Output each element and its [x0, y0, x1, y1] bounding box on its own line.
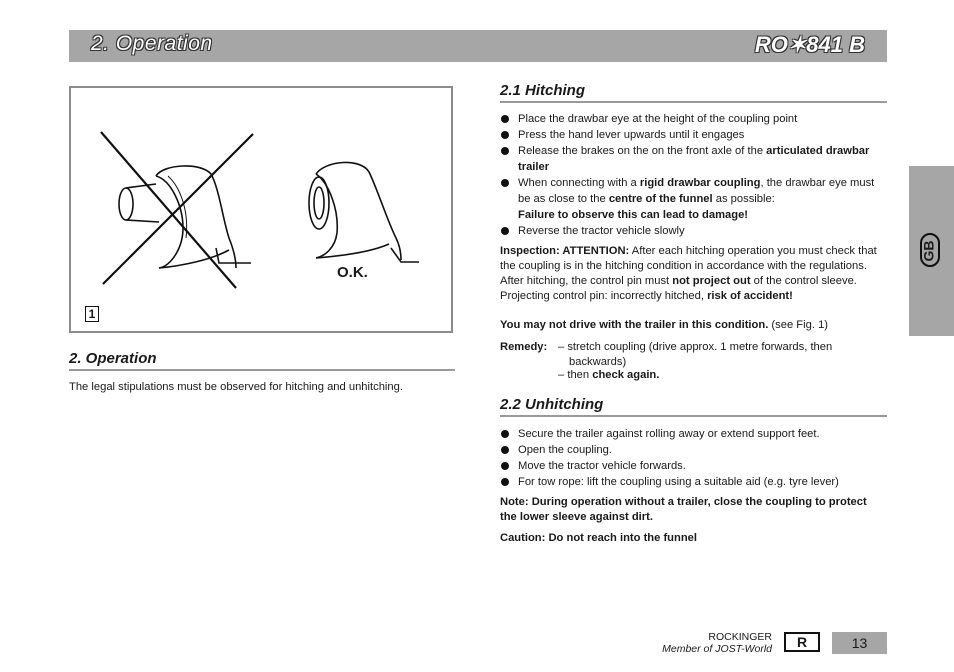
bullet-icon: [501, 446, 509, 454]
remedy-step-1: – stretch coupling (drive approx. 1 metre forwards, then backwards): [558, 341, 833, 368]
left-body-text: The legal stipulations must be observed for hitching and unhitching.: [69, 381, 403, 393]
list-item: Release the brakes on the on the front axle of the articulated drawbar trailer: [500, 143, 887, 175]
ok-label: O.K.: [337, 264, 368, 281]
list-item: Move the tractor vehicle forwards.: [500, 458, 887, 474]
note-text: Note: During operation without a trailer, close the coupling to protect the lower sleeve against dirt.: [500, 496, 867, 523]
bullet-icon: [501, 131, 509, 139]
figure-number: 1: [85, 306, 99, 322]
footer-brand: ROCKINGER Member of JOST-World: [662, 631, 772, 655]
bullet-icon: [501, 179, 509, 187]
unhitching-heading: 2.2 Unhitching: [500, 396, 604, 413]
list-item: Press the hand lever upwards until it engages: [500, 127, 887, 143]
left-heading-rule: [69, 369, 455, 371]
bullet-icon: [501, 147, 509, 155]
list-item: Open the coupling.: [500, 442, 887, 458]
coupling-illustration: [71, 88, 451, 331]
hitching-heading: 2.1 Hitching: [500, 82, 586, 99]
unhitching-steps: [500, 426, 887, 490]
bullet-icon: [501, 478, 509, 486]
figure-1: [69, 86, 453, 333]
header-model: RO✶841 B: [754, 32, 865, 57]
rockinger-logo: R: [784, 632, 820, 652]
page-number: 13: [832, 632, 887, 654]
unhitching-heading-rule: [500, 415, 887, 417]
language-tab: [909, 166, 954, 336]
list-item: When connecting with a rigid drawbar coupling, the drawbar eye must be as close to the centre of the funnel as possible: Failure to observe this can lead to damage!: [500, 175, 887, 223]
bullet-icon: [501, 115, 509, 123]
bullet-icon: [501, 462, 509, 470]
remedy-step-2: – then check again.: [558, 369, 660, 381]
header-title: 2. Operation: [91, 32, 213, 55]
remedy-label: Remedy:: [500, 341, 548, 353]
list-item: Reverse the tractor vehicle slowly: [500, 223, 887, 239]
list-item: For tow rope: lift the coupling using a suitable aid (e.g. tyre lever): [500, 474, 887, 490]
bullet-icon: [501, 430, 509, 438]
hitching-heading-rule: [500, 101, 887, 103]
list-item: Secure the trailer against rolling away or extend support feet.: [500, 426, 887, 442]
damage-warning: Failure to observe this can lead to damage!: [518, 209, 749, 221]
hitching-steps: [500, 111, 887, 239]
language-badge: GB: [920, 233, 940, 267]
caution-text: Caution: Do not reach into the funnel: [500, 532, 698, 544]
inspection-text: Inspection: ATTENTION: After each hitching operation you must check that the coupling is in the hitching condition in accordance with the regulations. After hitching, the control pin must not project out of the control sleeve. Projecting control pin: incorrectly hitched, risk of accident!: [500, 245, 877, 302]
no-drive-text: You may not drive with the trailer in this condition. (see Fig. 1): [500, 319, 829, 331]
bullet-icon: [501, 227, 509, 235]
left-section-heading: 2. Operation: [69, 350, 157, 367]
list-item: Place the drawbar eye at the height of the coupling point: [500, 111, 887, 127]
page-header: [69, 30, 887, 62]
